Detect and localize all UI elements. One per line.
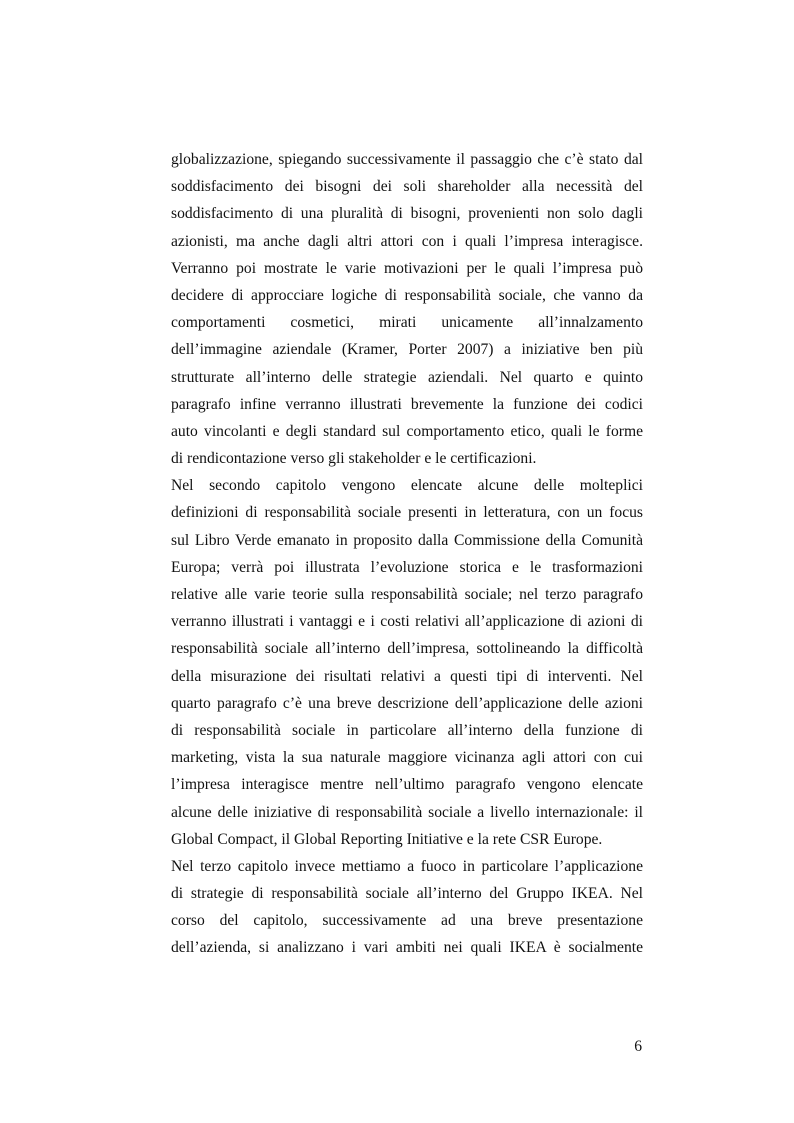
page-number: 6 [634, 1038, 642, 1055]
text-line: soddisfacimento di una pluralità di bisogni, provenienti non solo dagli [171, 205, 643, 223]
text-line: dell’azienda, si analizzano i vari ambiti nei quali IKEA è socialmente [171, 939, 643, 957]
text-line: soddisfacimento dei bisogni dei soli shareholder alla necessità del [171, 178, 643, 196]
text-line: l’impresa interagisce mentre nell’ultimo paragrafo vengono elencate [171, 776, 643, 794]
text-line: Nel secondo capitolo vengono elencate alcune delle molteplici [171, 477, 643, 495]
text-line: Verranno poi mostrate le varie motivazioni per le quali l’impresa può [171, 259, 643, 277]
paragraph-2 [171, 472, 643, 853]
text-line: quarto paragrafo c’è una breve descrizione dell’applicazione delle azioni [171, 694, 643, 712]
text-line: paragrafo infine verranno illustrati brevemente la funzione dei codici [171, 395, 643, 413]
body-text [171, 146, 643, 962]
text-line: della misurazione dei risultati relativi a questi tipi di interventi. Nel [171, 667, 643, 685]
text-line: Global Compact, il Global Reporting Initiative e la rete CSR Europe. [171, 830, 603, 848]
text-line: dell’immagine aziendale (Kramer, Porter 2007) a iniziative ben più [171, 341, 643, 359]
text-line: alcune delle iniziative di responsabilità sociale a livello internazionale: il [171, 803, 643, 821]
paragraph-3 [171, 853, 643, 962]
text-line: auto vincolanti e degli standard sul comportamento etico, quali le forme [171, 422, 643, 440]
text-line: di rendicontazione verso gli stakeholder e le certificazioni. [171, 450, 537, 468]
text-line: responsabilità sociale all’interno dell’impresa, sottolineando la difficoltà [171, 640, 643, 658]
text-line: decidere di approcciare logiche di responsabilità sociale, che vanno da [171, 286, 643, 304]
text-line: verranno illustrati i vantaggi e i costi relativi all’applicazione di azioni di [171, 613, 643, 631]
text-line: di responsabilità sociale in particolare all’interno della funzione di [171, 721, 643, 739]
text-line: marketing, vista la sua naturale maggiore vicinanza agli attori con cui [171, 749, 643, 767]
text-line: definizioni di responsabilità sociale presenti in letteratura, con un focus [171, 504, 643, 522]
text-line: Nel terzo capitolo invece mettiamo a fuoco in particolare l’applicazione [171, 857, 643, 875]
text-line: corso del capitolo, successivamente ad una breve presentazione [171, 912, 643, 930]
text-line: azionisti, ma anche dagli altri attori con i quali l’impresa interagisce. [171, 232, 643, 250]
text-line: globalizzazione, spiegando successivamente il passaggio che c’è stato dal [171, 151, 643, 168]
text-line: Europa; verrà poi illustrata l’evoluzione storica e le trasformazioni [171, 558, 643, 576]
text-line: di strategie di responsabilità sociale all’interno del Gruppo IKEA. Nel [171, 885, 643, 903]
text-line: relative alle varie teorie sulla responsabilità sociale; nel terzo paragrafo [171, 586, 643, 603]
text-line: strutturate all’interno delle strategie aziendali. Nel quarto e quinto [171, 368, 643, 386]
paragraph-1 [171, 146, 643, 472]
text-line: comportamenti cosmetici, mirati unicamente all’innalzamento [171, 314, 643, 332]
text-line: sul Libro Verde emanato in proposito dalla Commissione della Comunità [171, 531, 643, 549]
